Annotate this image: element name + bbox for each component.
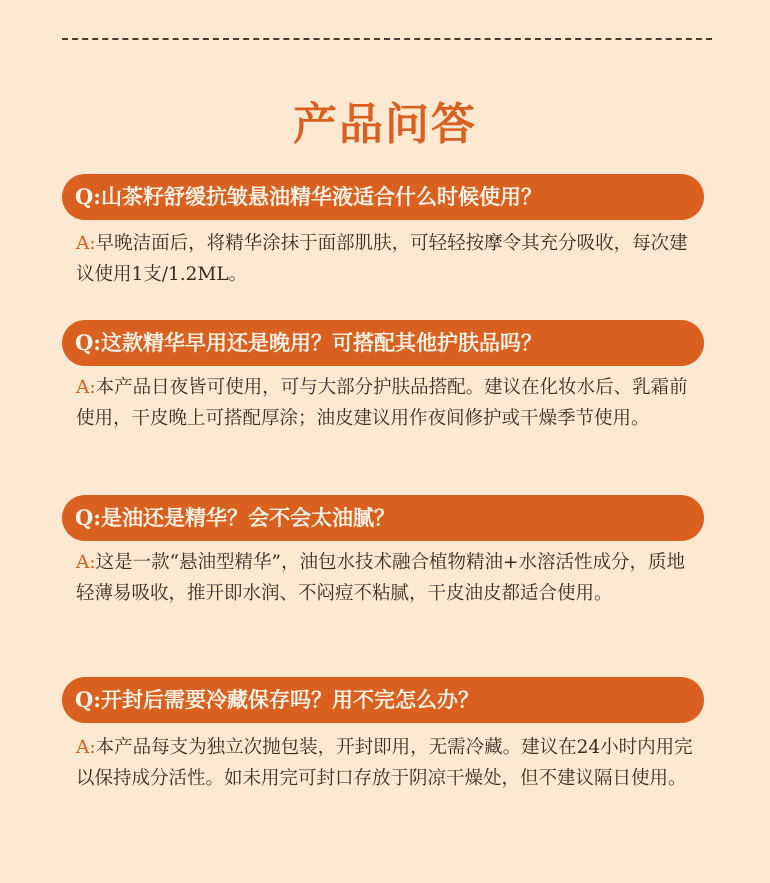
question-prefix: Q:	[75, 330, 102, 355]
answer-prefix: A:	[76, 552, 96, 573]
answer-text: 早晚洁面后，将精华涂抹于面部肌肤，可轻轻按摩令其充分吸收，每次建议使用1支/1.2ML。	[76, 233, 688, 285]
answer-text: 这是一款“悬油型精华”，油包水技术融合植物精油+水溶活性成分，质地轻薄易吸收，推开即水润、不闷痘不粘腻，干皮油皮都适合使用。	[76, 552, 686, 604]
page-title: 产品问答	[293, 99, 477, 150]
answer-3	[76, 548, 700, 609]
answer-1	[76, 229, 700, 290]
question-text: 这款精华早用还是晚用？可搭配其他护肤品吗？	[101, 330, 543, 355]
question-pill-1	[62, 174, 704, 220]
question-text: 开封后需要冷藏保存吗？用不完怎么办？	[101, 687, 480, 712]
question-prefix: Q:	[75, 505, 102, 530]
answer-prefix: A:	[76, 737, 96, 758]
answer-prefix: A:	[76, 377, 96, 398]
question-text: 是油还是精华？会不会太油腻？	[101, 505, 396, 530]
dashed-divider	[62, 38, 712, 40]
question-text: 山茶籽舒缓抗皱悬油精华液适合什么时候使用？	[101, 184, 543, 209]
question-pill-2	[62, 320, 704, 366]
answer-prefix: A:	[76, 233, 96, 254]
question-pill-4	[62, 677, 704, 723]
answer-text: 本产品日夜皆可使用，可与大部分护肤品搭配。建议在化妆水后、乳霜前使用，干皮晚上可搭配厚涂；油皮建议用作夜间修护或干燥季节使用。	[76, 377, 688, 429]
answer-2	[76, 373, 700, 434]
question-prefix: Q:	[75, 687, 102, 712]
answer-text: 本产品每支为独立次抛包装，开封即用，无需冷藏。建议在24小时内用完以保持成分活性。如未用完可封口存放于阴凉干燥处，但不建议隔日使用。	[76, 737, 693, 789]
question-prefix: Q:	[75, 184, 102, 209]
answer-4	[76, 733, 700, 794]
question-pill-3	[62, 495, 704, 541]
